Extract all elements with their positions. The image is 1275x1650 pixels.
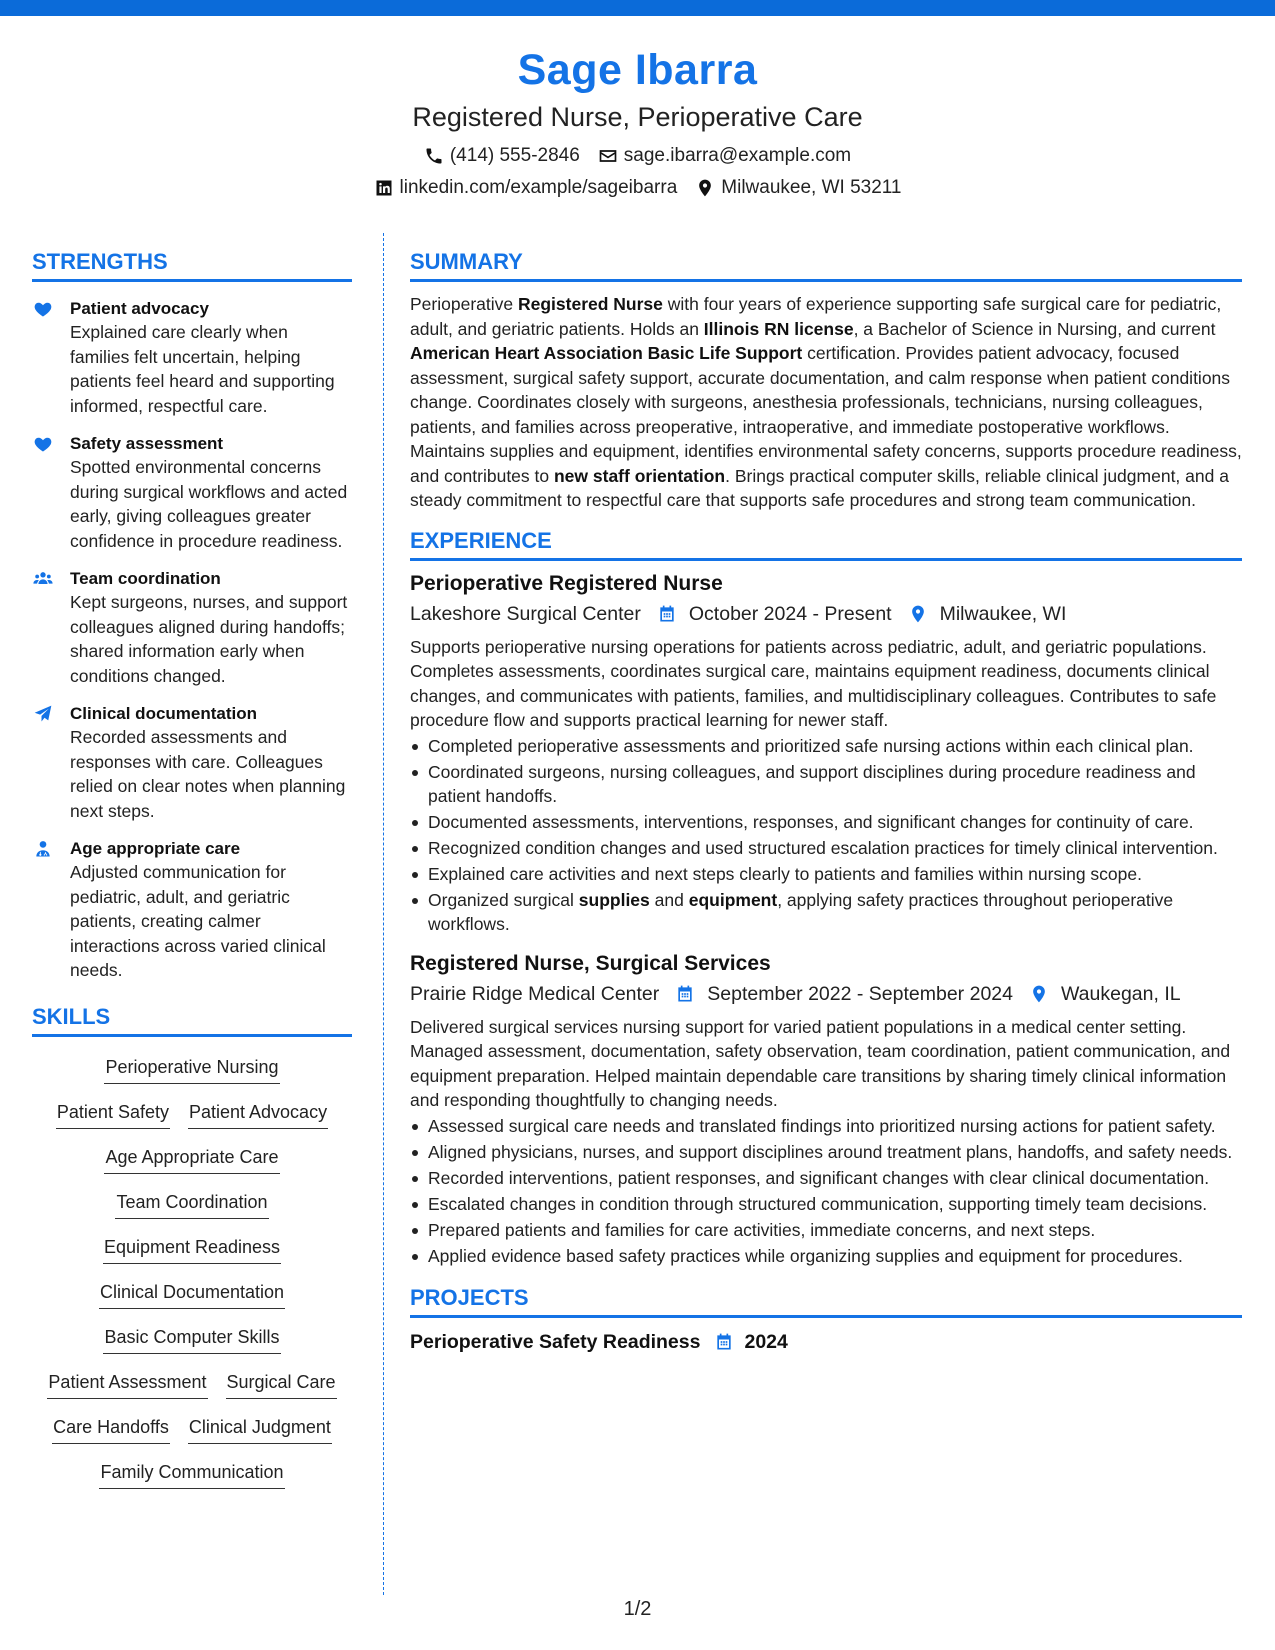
- strength-description: Recorded assessments and responses with care. Colleagues relied on clear notes when planning next steps.: [70, 727, 346, 821]
- right-column: [410, 248, 1242, 1356]
- map-pin-icon: [908, 604, 928, 624]
- strength-item: [32, 702, 352, 823]
- skill-tag: Basic Computer Skills: [103, 1325, 280, 1354]
- job-entry: [410, 570, 1242, 936]
- paper-plane-icon: [32, 704, 54, 724]
- summary-heading: SUMMARY: [410, 249, 523, 274]
- contact-row-1: [0, 144, 1275, 168]
- job-bullet: Recognized condition changes and used structured escalation practices for timely clinical intervention.: [410, 836, 1242, 860]
- job-bullet: Coordinated surgeons, nursing colleagues, and support disciplines during procedure readiness and patient handoffs.: [410, 760, 1242, 808]
- page-number: 1/2: [623, 1598, 652, 1620]
- linkedin-contact[interactable]: [374, 176, 678, 200]
- calendar-icon: [714, 1332, 734, 1352]
- job-location: Milwaukee, WI: [908, 600, 1067, 628]
- skill-tag: Surgical Care: [226, 1370, 337, 1399]
- strength-title: Safety assessment: [70, 434, 224, 453]
- job-description: Delivered surgical services nursing support for varied patient populations in a medical center setting. Managed assessment, documentation, safety observation, team coordination, patient communication, and equipment preparation. Helped maintain dependable care transitions by sharing timely clinical information and responding thoughtfully to changing needs.: [410, 1016, 1231, 1110]
- job-company: Lakeshore Surgical Center: [410, 602, 641, 625]
- job-description: Supports perioperative nursing operations for patients across pediatric, adult, and geriatric populations. Completes assessments, coordinates surgical care, maintains equipment readiness, documents clinical changes, and communicates with patients, families, and multidisciplinary colleagues. Contributes to safe procedure flow and supports practical learning for newer staff.: [410, 636, 1217, 730]
- projects-list: [410, 1328, 1242, 1356]
- strength-title: Clinical documentation: [70, 704, 258, 723]
- summary-text: Perioperative Registered Nurse with four years of experience supporting safe surgical care for pediatric, adult, and geriatric patients. Holds an Illinois RN license, a Bachelor of Science in Nursing, and current American Heart Association Basic Life Support certification. Provides patient advocacy, focused assessment, surgical safety support, accurate documentation, and calm response when patient conditions change. Coordinates closely with surgeons, anesthesia professionals, technicians, nursing colleagues, patients, and families across preoperative, intraoperative, and immediate postoperative workflows. Maintains supplies and equipment, identifies environmental safety concerns, supports procedure readiness, and contributes to new staff orientation. Brings practical computer skills, reliable clinical judgment, and a steady commitment to respectful care that supports safe procedures and strong team communication.: [410, 294, 1242, 510]
- skill-row: [32, 1370, 352, 1415]
- project-title: Perioperative Safety Readiness: [410, 1330, 701, 1353]
- job-meta: [410, 600, 1242, 628]
- strength-item: [32, 567, 352, 688]
- job-meta: [410, 980, 1242, 1008]
- strength-item: [32, 837, 352, 983]
- job-dates: September 2022 - September 2024: [675, 980, 1013, 1008]
- project-entry: [410, 1328, 1242, 1356]
- skill-row: [32, 1460, 352, 1505]
- map-pin-icon: [1029, 984, 1049, 1004]
- skill-row: [32, 1325, 352, 1370]
- job-bullet: Prepared patients and families for care activities, immediate concerns, and next steps.: [410, 1218, 1242, 1242]
- project-year: 2024: [744, 1330, 788, 1353]
- experience-heading: EXPERIENCE: [410, 527, 552, 553]
- skill-row: [32, 1280, 352, 1325]
- skill-row: [32, 1190, 352, 1235]
- left-column: [32, 248, 352, 1505]
- linkedin-icon: [374, 178, 394, 198]
- skill-row: [32, 1235, 352, 1280]
- job-bullet: Applied evidence based safety practices while organizing supplies and equipment for procedures.: [410, 1244, 1242, 1268]
- user-doctor-icon: [32, 839, 54, 859]
- phone-contact: [424, 144, 580, 168]
- skill-tag: Equipment Readiness: [103, 1235, 281, 1264]
- strength-description: Spotted environmental concerns during surgical workflows and acted early, giving colleagues greater confidence in procedure readiness.: [70, 457, 348, 551]
- job-location: Waukegan, IL: [1029, 980, 1181, 1008]
- candidate-name: Sage Ibarra: [517, 46, 758, 94]
- strengths-list: [32, 297, 352, 983]
- strength-item: [32, 432, 352, 553]
- envelope-icon: [598, 146, 618, 166]
- skill-tag: Patient Assessment: [47, 1370, 207, 1399]
- skill-row: [32, 1100, 352, 1145]
- experience-rule: [410, 558, 1242, 561]
- strength-description: Kept surgeons, nurses, and support colleagues aligned during handoffs; shared information early when conditions changed.: [70, 592, 348, 686]
- strength-title: Age appropriate care: [70, 839, 241, 858]
- candidate-title: Registered Nurse, Perioperative Care: [412, 102, 863, 132]
- email-text: sage.ibarra@example.com: [623, 145, 852, 166]
- skill-tag: Care Handoffs: [52, 1415, 170, 1444]
- skill-row: [32, 1415, 352, 1460]
- skills-rule: [32, 1034, 352, 1037]
- column-divider: [383, 233, 384, 1595]
- heart-icon: [32, 434, 54, 454]
- job-title: Perioperative Registered Nurse: [410, 571, 723, 595]
- job-company: Prairie Ridge Medical Center: [410, 982, 660, 1005]
- projects-rule: [410, 1315, 1242, 1318]
- job-bullet: Completed perioperative assessments and prioritized safe nursing actions within each clinical plan.: [410, 734, 1242, 758]
- job-bullets: [410, 1114, 1242, 1268]
- email-contact[interactable]: [598, 144, 851, 168]
- strength-description: Adjusted communication for pediatric, adult, and geriatric patients, creating calmer interactions across varied clinical needs.: [70, 862, 326, 980]
- linkedin-text: linkedin.com/example/sageibarra: [399, 177, 678, 198]
- skill-tag: Patient Advocacy: [188, 1100, 328, 1129]
- strengths-rule: [32, 279, 352, 282]
- calendar-icon: [657, 604, 677, 624]
- skill-tag: Family Communication: [99, 1460, 284, 1489]
- users-icon: [32, 569, 54, 589]
- strength-item: [32, 297, 352, 418]
- job-bullet: Explained care activities and next steps clearly to patients and families within nursing scope.: [410, 862, 1242, 886]
- job-bullet: Recorded interventions, patient responses, and significant changes with clear clinical documentation.: [410, 1166, 1242, 1190]
- location-contact: [695, 176, 901, 200]
- location-text: Milwaukee, WI 53211: [721, 177, 902, 198]
- top-accent-bar: [0, 0, 1275, 16]
- skills-list: [32, 1055, 352, 1505]
- summary-rule: [410, 279, 1242, 282]
- job-dates: October 2024 - Present: [657, 600, 892, 628]
- job-bullet: Aligned physicians, nurses, and support disciplines around treatment plans, handoffs, and safety needs.: [410, 1140, 1242, 1164]
- skill-tag: Patient Safety: [56, 1100, 170, 1129]
- jobs-list: [410, 570, 1242, 1268]
- resume-header: [0, 40, 1275, 200]
- calendar-icon: [675, 984, 695, 1004]
- skill-tag: Team Coordination: [115, 1190, 268, 1219]
- strength-title: Team coordination: [70, 569, 221, 588]
- job-bullet: Assessed surgical care needs and translated findings into prioritized nursing actions for patient safety.: [410, 1114, 1242, 1138]
- heart-icon: [32, 299, 54, 319]
- strengths-heading: STRENGTHS: [32, 249, 168, 274]
- phone-text: (414) 555-2846: [449, 145, 580, 166]
- strength-description: Explained care clearly when families felt uncertain, helping patients feel heard and supporting informed, respectful care.: [70, 322, 335, 416]
- job-title: Registered Nurse, Surgical Services: [410, 951, 771, 975]
- projects-heading: PROJECTS: [410, 1284, 529, 1310]
- skill-row: [32, 1055, 352, 1100]
- skill-tag: Age Appropriate Care: [104, 1145, 279, 1174]
- job-bullet: Documented assessments, interventions, responses, and significant changes for continuity of care.: [410, 810, 1242, 834]
- skill-tag: Clinical Judgment: [188, 1415, 332, 1444]
- job-bullet: Organized surgical supplies and equipment, applying safety practices throughout perioperative workflows.: [410, 888, 1242, 936]
- job-bullet: Escalated changes in condition through structured communication, supporting timely team decisions.: [410, 1192, 1242, 1216]
- strength-title: Patient advocacy: [70, 299, 209, 318]
- skill-tag: Clinical Documentation: [99, 1280, 285, 1309]
- skill-tag: Perioperative Nursing: [104, 1055, 279, 1084]
- job-entry: [410, 950, 1242, 1268]
- map-pin-icon: [695, 178, 715, 198]
- skills-heading: SKILLS: [32, 1003, 111, 1029]
- phone-icon: [424, 146, 444, 166]
- contact-row-2: [0, 176, 1275, 200]
- skill-row: [32, 1145, 352, 1190]
- job-bullets: [410, 734, 1242, 936]
